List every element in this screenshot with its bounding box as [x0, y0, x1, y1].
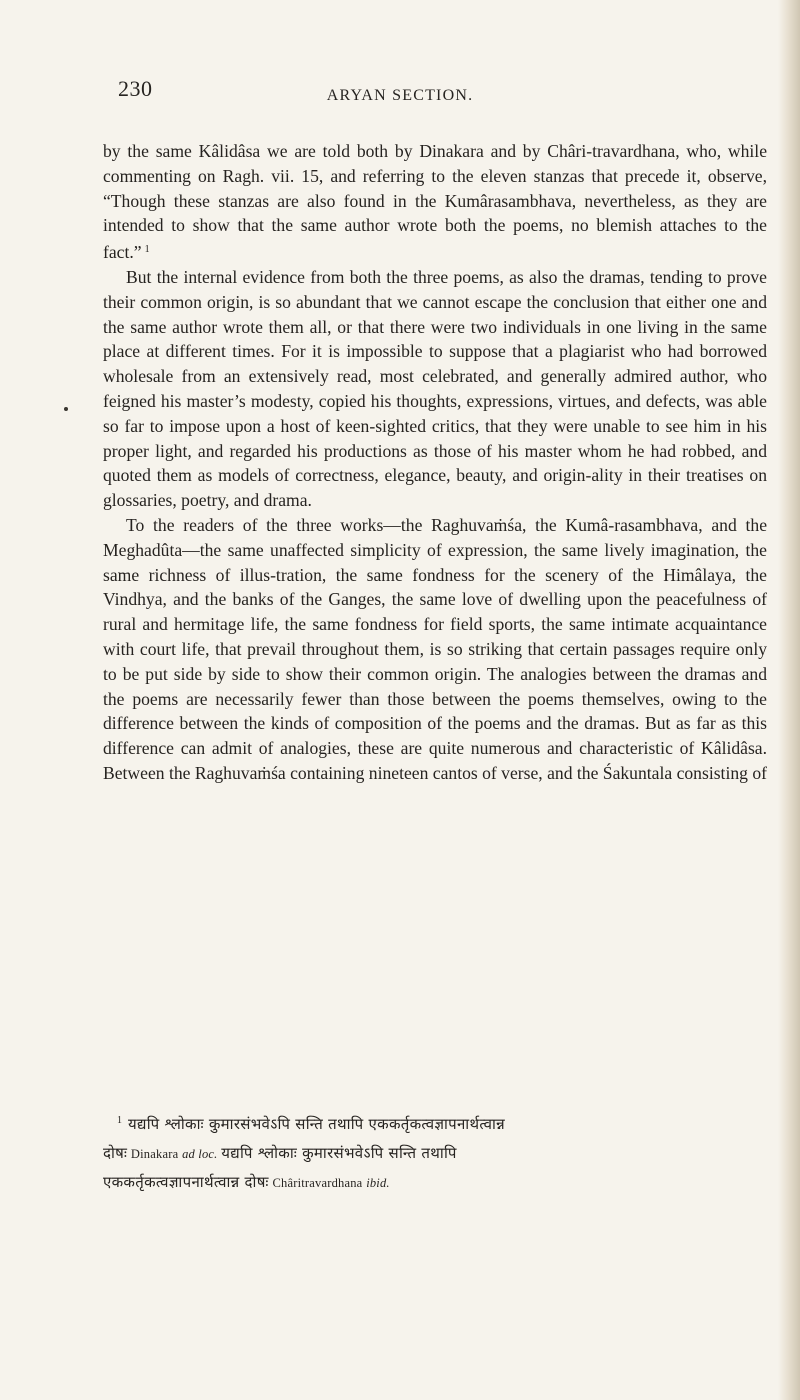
- footnote-sanskrit-3: यद्यपि श्लोकाः कुमारसंभवेऽपि सन्ति तथापि: [221, 1144, 457, 1162]
- footnote-reference: 1: [144, 244, 150, 256]
- footnote-sanskrit-4: एककर्तृकत्वज्ञापनार्थत्वान्न दोषः: [103, 1173, 269, 1191]
- footnote-ibid: ibid.: [366, 1176, 390, 1190]
- paragraph-1: [103, 139, 767, 265]
- footnote-line-2: [103, 1139, 767, 1168]
- page-number: 230: [118, 76, 153, 101]
- page-edge-shadow: [778, 0, 800, 1400]
- footnote: [103, 1107, 767, 1197]
- footnote-sanskrit-2: दोषः: [103, 1144, 128, 1162]
- stray-mark: [64, 407, 68, 411]
- paragraph-2: But the internal evidence from both the three poems, as also the dramas, tending to prove their common origin, is so abundant that we cannot escape the conclusion that either one and the same author wrote them all, or that there were two individuals in one living in the same place at different times. For it is impossible to suppose that a plagiarist who had borrowed wholesale from an extensively read, most celebrated, and generally admired author, who feigned his master’s modesty, copied his thoughts, expressions, virtues, and defects, was able so far to impose upon a host of keen-sighted critics, that they were unable to see him in his proper light, and regarded his productions as those of his master whom he had robbed, and quoted them as models of correctness, elegance, beauty, and origin-ality in their treatises on glossaries, poetry, and drama.: [103, 266, 767, 511]
- footnote-line-3: [103, 1168, 767, 1197]
- footnote-sanskrit-1: यद्यपि श्लोकाः कुमारसंभवेऽपि सन्ति तथापि एककर्तृकत्वज्ञापनार्थत्वान्न: [128, 1115, 506, 1133]
- footnote-adloc: ad loc.: [182, 1147, 218, 1161]
- footnote-mark: 1: [117, 1115, 122, 1126]
- footnote-line-1: [103, 1107, 767, 1139]
- footnote-source-dinakara: Dinakara: [130, 1147, 179, 1161]
- paragraph-1-text: by the same Kâlidâsa we are told both by Dinakara and by Châri-travardhana, who, while commenting on Ragh. vii. 15, and referring to the eleven stanzas that precede it, observe, “Though these stanzas are also found in the Kumârasambhava, nevertheless, as they are intended to show that the same author wrote both the poems, no blemish attaches to the fact.”: [103, 141, 767, 263]
- body-text: [103, 139, 767, 786]
- running-head: ARYAN SECTION.: [326, 87, 474, 104]
- footnote-source-charitravardhana: Châritravardhana: [272, 1176, 363, 1190]
- paragraph-3: To the readers of the three works—the Raghuvaṁśa, the Kumâ-rasambhava, and the Meghadûta—the same unaffected simplicity of expression, the same lively imagination, the same richness of illus-tration, the same fondness for the scenery of the Himâlaya, the Vindhya, and the banks of the Ganges, the same love of dwelling upon the peacefulness of rural and hermitage life, the same fondness for field sports, the same intimate acquaintance with court life, that prevail throughout them, is so striking that certain passages require only to be put side by side to show their common origin. The analogies between the dramas and the poems are necessarily fewer than those between the poems themselves, owing to the difference between the kinds of composition of the poems and the dramas. But as far as this difference can admit of analogies, these are quite numerous and characteristic of Kâlidâsa. Between the Raghuvaṁśa containing nineteen cantos of verse, and the Śakuntala consisting of: [103, 514, 767, 783]
